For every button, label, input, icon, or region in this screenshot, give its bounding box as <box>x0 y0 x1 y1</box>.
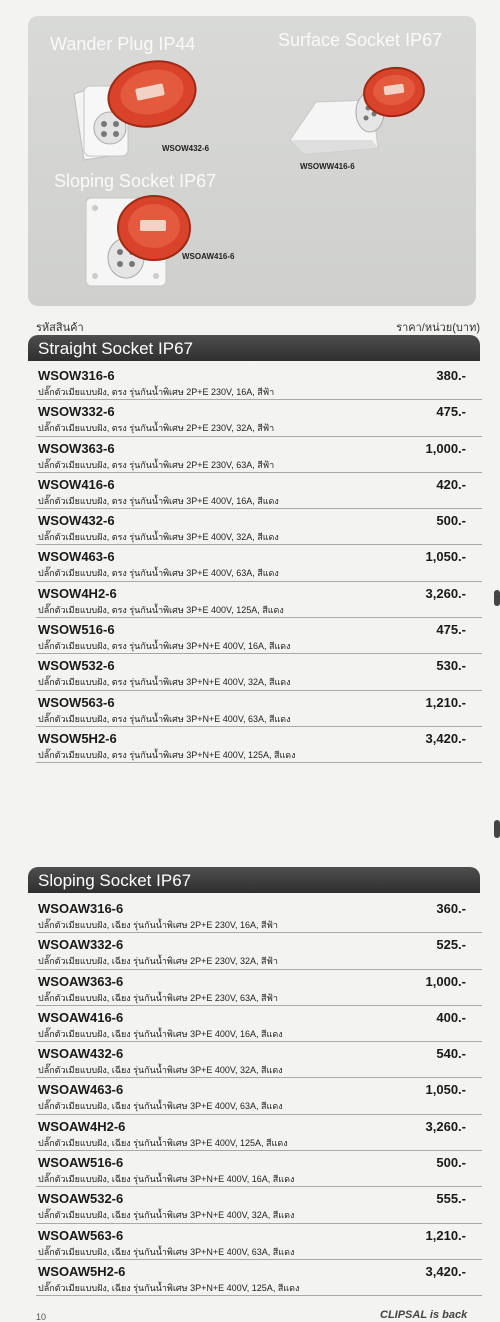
list-item <box>36 654 482 690</box>
hero-title-sloping: Sloping Socket IP67 <box>54 171 217 191</box>
list-item <box>36 400 482 436</box>
product-description: ปลั๊กตัวเมียแบบฝัง, เฉียง รุ่นกันน้ำพิเศษ 3P+E 400V, 63A, สีแดง <box>38 1101 283 1112</box>
sloping-socket-list <box>36 897 482 1296</box>
page-number: 10 <box>36 1312 47 1322</box>
list-item <box>36 582 482 618</box>
product-code: WSOW316-6 <box>38 368 115 383</box>
product-description: ปลั๊กตัวเมียแบบฝัง, เฉียง รุ่นกันน้ำพิเศษ 3P+N+E 400V, 63A, สีแดง <box>38 1246 295 1257</box>
product-description: ปลั๊กตัวเมียแบบฝัง, ตรง รุ่นกันน้ำพิเศษ 3P+N+E 400V, 16A, สีแดง <box>38 641 291 652</box>
straight-socket-list <box>36 364 482 763</box>
product-code-label: รหัสสินค้า <box>36 322 84 334</box>
product-description: ปลั๊กตัวเมียแบบฝัง, เฉียง รุ่นกันน้ำพิเศษ 3P+N+E 400V, 32A, สีแดง <box>38 1210 295 1221</box>
product-code: WSOAW532-6 <box>38 1191 124 1207</box>
page-edge-tab <box>494 820 500 838</box>
product-price: 500.- <box>436 1155 466 1171</box>
hero-title-surface: Surface Socket IP67 <box>278 30 443 50</box>
section-title-straight: Straight Socket IP67 <box>28 335 480 361</box>
product-description: ปลั๊กตัวเมียแบบฝัง, เฉียง รุ่นกันน้ำพิเศษ 3P+E 400V, 125A, สีแดง <box>38 1137 288 1148</box>
hero-title-wander: Wander Plug IP44 <box>50 34 196 54</box>
hero-code-wander: WSOW432-6 <box>162 144 210 153</box>
list-item <box>36 1006 482 1042</box>
list-item <box>36 473 482 509</box>
product-price: 3,420.- <box>425 730 466 746</box>
product-code: WSOAW332-6 <box>38 937 124 953</box>
list-item <box>36 727 482 763</box>
hero-code-surface: WSOWW416-6 <box>300 162 355 171</box>
page-edge-tab <box>494 590 500 606</box>
product-price: 555.- <box>436 1191 466 1207</box>
product-price: 1,050.- <box>425 549 466 565</box>
product-code: WSOW5H2-6 <box>38 730 117 746</box>
product-description: ปลั๊กตัวเมียแบบฝัง, เฉียง รุ่นกันน้ำพิเศษ 3P+E 400V, 16A, สีแดง <box>38 1028 283 1039</box>
product-price: 500.- <box>436 513 466 529</box>
product-code: WSOW516-6 <box>38 622 115 638</box>
product-price: 540.- <box>436 1046 466 1062</box>
product-price: 525.- <box>436 937 466 953</box>
product-code: WSOW363-6 <box>38 440 115 456</box>
product-description: ปลั๊กตัวเมียแบบฝัง, ตรง รุ่นกันน้ำพิเศษ 2P+E 230V, 32A, สีฟ้า <box>38 423 275 434</box>
list-item <box>36 509 482 545</box>
product-price: 530.- <box>436 658 466 674</box>
product-price: 3,260.- <box>425 1118 466 1134</box>
list-item <box>36 545 482 581</box>
section-title-sloping: Sloping Socket IP67 <box>28 867 480 893</box>
product-description: ปลั๊กตัวเมียแบบฝัง, ตรง รุ่นกันน้ำพิเศษ 3P+E 400V, 16A, สีแดง <box>38 495 279 506</box>
product-code: WSOAW5H2-6 <box>38 1263 126 1279</box>
hero-code-sloping: WSOAW416-6 <box>182 252 235 261</box>
product-code: WSOW432-6 <box>38 513 115 529</box>
product-code: WSOW416-6 <box>38 476 115 492</box>
product-description: ปลั๊กตัวเมียแบบฝัง, เฉียง รุ่นกันน้ำพิเศษ 3P+E 400V, 32A, สีแดง <box>38 1065 283 1076</box>
list-item <box>36 1042 482 1078</box>
product-code: WSOW532-6 <box>38 658 115 674</box>
product-description: ปลั๊กตัวเมียแบบฝัง, ตรง รุ่นกันน้ำพิเศษ 3P+N+E 400V, 125A, สีแดง <box>38 749 296 760</box>
price-list-header <box>36 318 480 332</box>
product-description: ปลั๊กตัวเมียแบบฝัง, ตรง รุ่นกันน้ำพิเศษ 3P+E 400V, 32A, สีแดง <box>38 532 279 543</box>
product-code: WSOW463-6 <box>38 549 115 565</box>
product-description: ปลั๊กตัวเมียแบบฝัง, ตรง รุ่นกันน้ำพิเศษ 3P+E 400V, 63A, สีแดง <box>38 568 279 579</box>
product-price: 380.- <box>436 368 466 383</box>
product-code: WSOW4H2-6 <box>38 585 117 601</box>
product-price: 360.- <box>436 901 466 916</box>
brand-logo: CLIPSAL is back <box>380 1309 468 1321</box>
product-price: 1,210.- <box>425 1227 466 1243</box>
surface-socket-image <box>286 62 426 162</box>
product-code: WSOAW432-6 <box>38 1046 124 1062</box>
list-item <box>36 897 482 933</box>
product-price: 420.- <box>436 476 466 492</box>
list-item <box>36 1078 482 1114</box>
sloping-socket-image <box>82 188 202 292</box>
list-item <box>36 1260 482 1296</box>
list-item <box>36 618 482 654</box>
product-price: 3,420.- <box>425 1263 466 1279</box>
product-description: ปลั๊กตัวเมียแบบฝัง, เฉียง รุ่นกันน้ำพิเศษ 2P+E 230V, 63A, สีฟ้า <box>38 992 278 1003</box>
product-code: WSOW563-6 <box>38 694 115 710</box>
product-code: WSOAW363-6 <box>38 973 124 989</box>
product-description: ปลั๊กตัวเมียแบบฝัง, เฉียง รุ่นกันน้ำพิเศษ 3P+N+E 400V, 125A, สีแดง <box>38 1282 300 1293</box>
product-code: WSOAW316-6 <box>38 901 124 916</box>
product-price: 1,000.- <box>425 440 466 456</box>
list-item <box>36 364 482 400</box>
product-description: ปลั๊กตัวเมียแบบฝัง, ตรง รุ่นกันน้ำพิเศษ 2P+E 230V, 16A, สีฟ้า <box>38 387 275 397</box>
product-description: ปลั๊กตัวเมียแบบฝัง, เฉียง รุ่นกันน้ำพิเศษ 3P+N+E 400V, 16A, สีแดง <box>38 1174 295 1185</box>
product-code: WSOAW463-6 <box>38 1082 124 1098</box>
product-price: 1,000.- <box>425 973 466 989</box>
list-item <box>36 1151 482 1187</box>
list-item <box>36 1187 482 1223</box>
product-price: 1,210.- <box>425 694 466 710</box>
product-code: WSOAW563-6 <box>38 1227 124 1243</box>
product-price: 400.- <box>436 1009 466 1025</box>
product-description: ปลั๊กตัวเมียแบบฝัง, ตรง รุ่นกันน้ำพิเศษ 3P+E 400V, 125A, สีแดง <box>38 604 284 615</box>
product-code: WSOAW4H2-6 <box>38 1118 126 1134</box>
product-code: WSOAW416-6 <box>38 1009 124 1025</box>
list-item <box>36 437 482 473</box>
product-description: ปลั๊กตัวเมียแบบฝัง, เฉียง รุ่นกันน้ำพิเศษ 2P+E 230V, 16A, สีฟ้า <box>38 920 278 930</box>
list-item <box>36 1115 482 1151</box>
product-code: WSOAW516-6 <box>38 1155 124 1171</box>
list-item <box>36 691 482 727</box>
list-item <box>36 1224 482 1260</box>
product-price: 475.- <box>436 404 466 420</box>
product-price: 475.- <box>436 622 466 638</box>
list-item <box>36 933 482 969</box>
product-price: 1,050.- <box>425 1082 466 1098</box>
product-price: 3,260.- <box>425 585 466 601</box>
product-description: ปลั๊กตัวเมียแบบฝัง, ตรง รุ่นกันน้ำพิเศษ 3P+N+E 400V, 32A, สีแดง <box>38 677 291 688</box>
product-description: ปลั๊กตัวเมียแบบฝัง, ตรง รุ่นกันน้ำพิเศษ 2P+E 230V, 63A, สีฟ้า <box>38 459 275 470</box>
list-item <box>36 970 482 1006</box>
product-description: ปลั๊กตัวเมียแบบฝัง, ตรง รุ่นกันน้ำพิเศษ 3P+N+E 400V, 63A, สีแดง <box>38 713 291 724</box>
product-description: ปลั๊กตัวเมียแบบฝัง, เฉียง รุ่นกันน้ำพิเศษ 2P+E 230V, 32A, สีฟ้า <box>38 956 278 967</box>
unit-price-label: ราคา/หน่วย(บาท) <box>396 322 480 334</box>
product-code: WSOW332-6 <box>38 404 115 420</box>
product-hero-panel <box>28 16 476 306</box>
